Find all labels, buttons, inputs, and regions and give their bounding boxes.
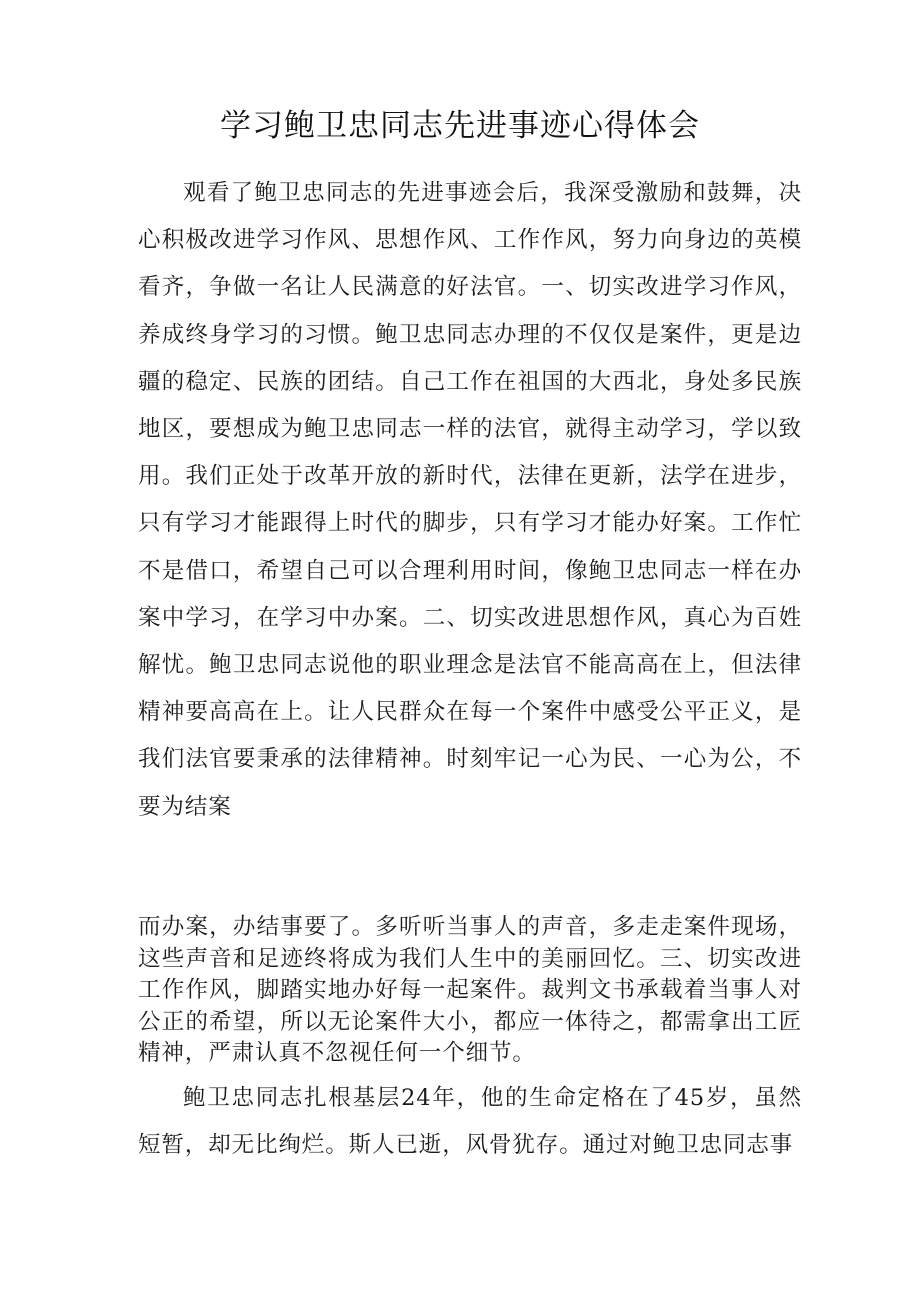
body-paragraph-1: 观看了鲍卫忠同志的先进事迹会后，我深受激励和鼓舞，决心积极改进学习作风、思想作风、工作作风，努力向身边的英模看齐，争做一名让人民满意的好法官。一、切实改进学习作风，养成终身学习的习惯。鲍卫忠同志办理的不仅仅是案件，更是边疆的稳定、民族的团结。自己工作在祖国的大西北，身处多民族地区，要想成为鲍卫忠同志一样的法官，就得主动学习，学以致用。我们正处于改革开放的新时代，法律在更新，法学在进步，只有学习才能跟得上时代的脚步，只有学习才能办好案。工作忙不是借口，希望自己可以合理利用时间，像鲍卫忠同志一样在办案中学习，在学习中办案。二、切实改进思想作风，真心为百姓解忧。鲍卫忠同志说他的职业理念是法官不能高高在上，但法律精神要高高在上。让人民群众在每一个案件中感受公平正义，是我们法官要秉承的法律精神。时刻牢记一心为民、一心为公，不要为结案 [138, 180, 802, 820]
document-title: 学习鲍卫忠同志先进事迹心得体会 [220, 108, 700, 144]
body-paragraph-3: 鲍卫忠同志扎根基层24年，他的生命定格在了45岁，虽然短暂，却无比绚烂。斯人已逝，风骨犹存。通过对鲍卫忠同志事 [138, 1085, 802, 1159]
body-paragraph-2: 而办案，办结事要了。多听听当事人的声音，多走走案件现场，这些声音和足迹终将成为我们人生中的美丽回忆。三、切实改进工作作风，脚踏实地办好每一起案件。裁判文书承载着当事人对公正的希望，所以无论案件大小，都应一体待之，都需拿出工匠精神，严肃认真不忽视任何一个细节。 [138, 914, 802, 1066]
